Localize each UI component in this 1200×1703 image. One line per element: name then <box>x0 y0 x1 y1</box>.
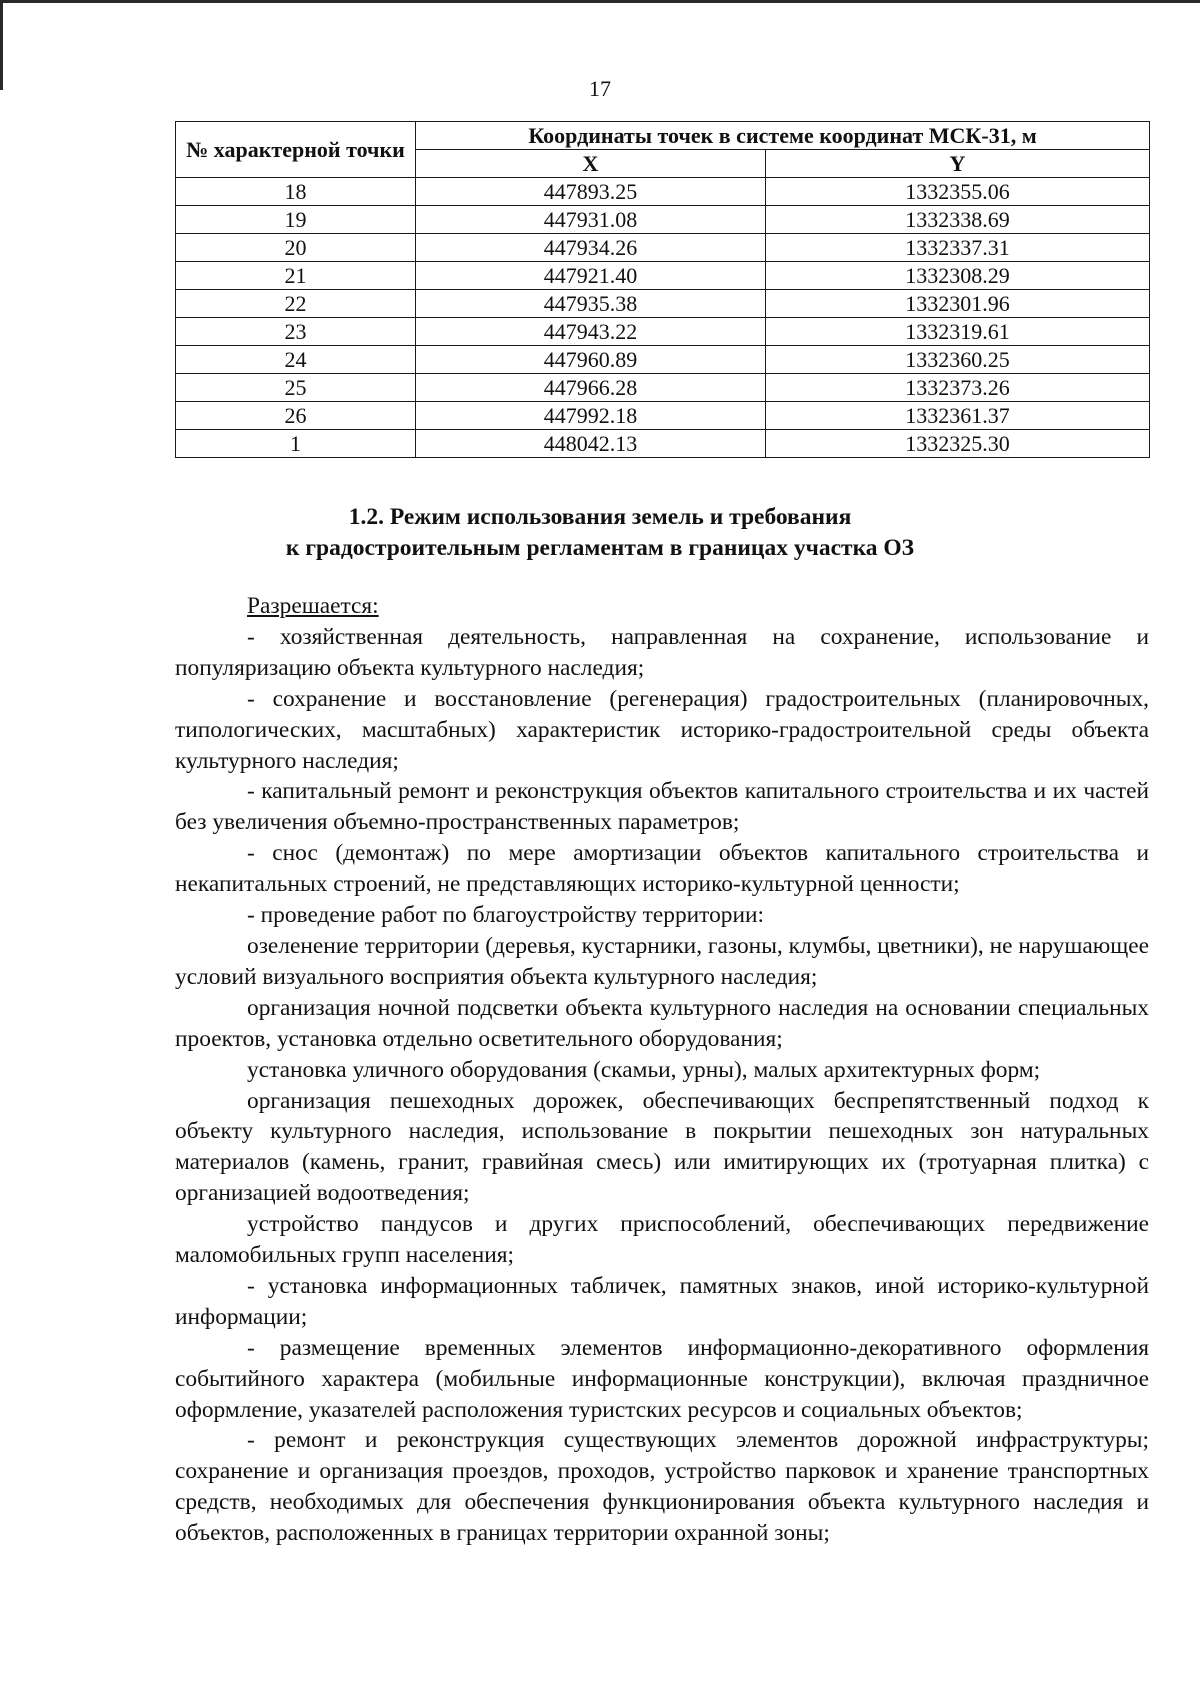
paragraph-list <box>175 622 1149 1549</box>
table-row <box>176 374 1150 402</box>
section-body <box>175 591 1149 1549</box>
header-point-number: № характерной точки <box>176 122 416 178</box>
table-row <box>176 430 1150 458</box>
point-number-cell: 24 <box>176 346 416 374</box>
section-title-line-2: к градостроительным регламентам в границах участка ОЗ <box>285 535 915 561</box>
point-number-cell: 26 <box>176 402 416 430</box>
y-coordinate-cell: 1332337.31 <box>766 234 1150 262</box>
scan-edge-top <box>0 0 1200 3</box>
coordinates-table-body <box>176 178 1150 458</box>
paragraph: - снос (демонтаж) по мере амортизации объектов капитального строительства и некапитальных строений, не представляющих историко-культурной ценности; <box>175 840 1149 898</box>
x-coordinate-cell: 447943.22 <box>416 318 766 346</box>
section-heading <box>0 502 1200 564</box>
header-x: X <box>416 150 766 178</box>
table-row <box>176 290 1150 318</box>
x-coordinate-cell: 447931.08 <box>416 206 766 234</box>
x-coordinate-cell: 448042.13 <box>416 430 766 458</box>
paragraph: - сохранение и восстановление (регенерация) градостроительных (планировочных, типологических, масштабных) характеристик историко-градостроительной среды объекта культурного наследия; <box>175 685 1149 774</box>
point-number-cell: 23 <box>176 318 416 346</box>
paragraph: организация пешеходных дорожек, обеспечивающих беспрепятственный подход к объекту культурного наследия, использование в покрытии пешеходных зон натуральных материалов (камень, гранит, гравийная смесь) или имитирующих их (тротуарная плитка) с организацией водоотведения; <box>175 1087 1149 1207</box>
point-number-cell: 19 <box>176 206 416 234</box>
paragraph: озеленение территории (деревья, кустарники, газоны, клумбы, цветники), не нарушающее условий визуального восприятия объекта культурного наследия; <box>175 932 1149 990</box>
paragraph: установка уличного оборудования (скамьи, урны), малых архитектурных форм; <box>247 1056 1041 1083</box>
point-number-cell: 20 <box>176 234 416 262</box>
x-coordinate-cell: 447921.40 <box>416 262 766 290</box>
allowed-label-paragraph <box>175 591 1149 622</box>
paragraph: - установка информационных табличек, памятных знаков, иной историко-культурной информации; <box>175 1272 1149 1330</box>
table-row <box>176 346 1150 374</box>
table-row <box>176 318 1150 346</box>
allowed-label: Разрешается: <box>247 593 379 619</box>
point-number-cell: 22 <box>176 290 416 318</box>
y-coordinate-cell: 1332338.69 <box>766 206 1150 234</box>
y-coordinate-cell: 1332360.25 <box>766 346 1150 374</box>
point-number-cell: 18 <box>176 178 416 206</box>
y-coordinate-cell: 1332308.29 <box>766 262 1150 290</box>
header-coordinates-group: Координаты точек в системе координат МСК-31, м <box>416 122 1150 150</box>
paragraph: - хозяйственная деятельность, направленная на сохранение, использование и популяризацию объекта культурного наследия; <box>175 623 1149 681</box>
x-coordinate-cell: 447966.28 <box>416 374 766 402</box>
page-number: 17 <box>589 76 611 101</box>
y-coordinate-cell: 1332361.37 <box>766 402 1150 430</box>
section-title-line-1: 1.2. Режим использования земель и требования <box>348 504 852 530</box>
paragraph: - капитальный ремонт и реконструкция объектов капитального строительства и их частей без увеличения объемно-пространственных параметров; <box>175 778 1149 836</box>
paragraph: - размещение временных элементов информационно-декоративного оформления событийного характера (мобильные информационные конструкции), включая праздничное оформление, указателей расположения туристских ресурсов и социальных объектов; <box>175 1334 1149 1423</box>
x-coordinate-cell: 447960.89 <box>416 346 766 374</box>
table-row <box>176 402 1150 430</box>
paragraph: организация ночной подсветки объекта культурного наследия на основании специальных проектов, установка отдельно осветительного оборудования; <box>175 994 1149 1052</box>
x-coordinate-cell: 447934.26 <box>416 234 766 262</box>
table-row <box>176 206 1150 234</box>
table-row <box>176 178 1150 206</box>
y-coordinate-cell: 1332373.26 <box>766 374 1150 402</box>
x-coordinate-cell: 447992.18 <box>416 402 766 430</box>
paragraph: - ремонт и реконструкция существующих элементов дорожной инфраструктуры; сохранение и организация проездов, проходов, устройство парковок и хранение транспортных средств, необходимых для обеспечения функционирования объекта культурного наследия и объектов, расположенных в границах территории охранной зоны; <box>175 1427 1149 1547</box>
point-number-cell: 25 <box>176 374 416 402</box>
y-coordinate-cell: 1332325.30 <box>766 430 1150 458</box>
y-coordinate-cell: 1332301.96 <box>766 290 1150 318</box>
paragraph: устройство пандусов и других приспособлений, обеспечивающих передвижение маломобильных групп населения; <box>175 1211 1149 1269</box>
coordinates-table <box>175 121 1150 458</box>
x-coordinate-cell: 447893.25 <box>416 178 766 206</box>
y-coordinate-cell: 1332319.61 <box>766 318 1150 346</box>
table-row <box>176 262 1150 290</box>
point-number-cell: 21 <box>176 262 416 290</box>
table-row <box>176 234 1150 262</box>
point-number-cell: 1 <box>176 430 416 458</box>
header-y: Y <box>766 150 1150 178</box>
x-coordinate-cell: 447935.38 <box>416 290 766 318</box>
paragraph: - проведение работ по благоустройству территории: <box>247 902 764 929</box>
y-coordinate-cell: 1332355.06 <box>766 178 1150 206</box>
